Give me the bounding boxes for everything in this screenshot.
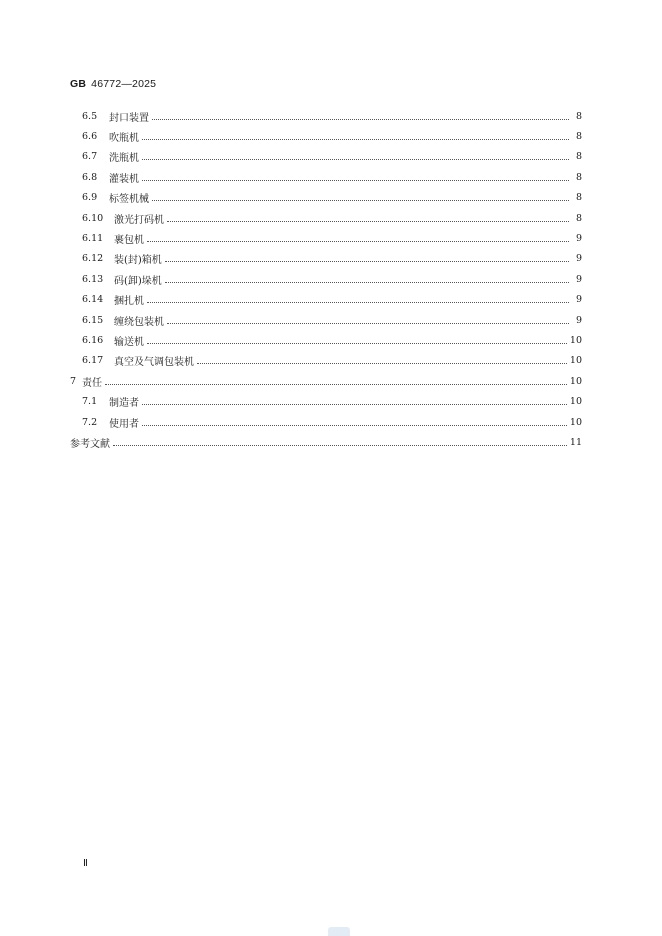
toc-leader-dots xyxy=(113,433,567,446)
toc-entry-title: 洗瓶机 xyxy=(109,153,139,165)
toc-entry-title: 真空及气调包装机 xyxy=(114,357,194,369)
toc-entry-page: 10 xyxy=(569,375,582,387)
toc-entry-page: 10 xyxy=(569,416,582,428)
toc-entry-title: 吹瓶机 xyxy=(109,132,139,144)
document-header xyxy=(70,78,156,90)
toc-entry-page: 9 xyxy=(575,314,582,326)
toc-entry[interactable] xyxy=(70,373,582,389)
toc-entry-title: 制造者 xyxy=(109,398,139,410)
toc-entry-title: 装(封)箱机 xyxy=(114,255,162,267)
toc-entry-page: 8 xyxy=(575,171,582,183)
toc-entry-page: 8 xyxy=(575,192,582,204)
toc-entry-title: 输送机 xyxy=(114,336,144,348)
toc-entry-page: 10 xyxy=(569,396,582,408)
toc-entry-number: 6.7 xyxy=(82,151,98,163)
toc-entry[interactable] xyxy=(82,108,582,124)
toc-entry-number: 6.11 xyxy=(82,232,104,244)
toc-leader-dots xyxy=(197,351,567,364)
toc-entry-number: 6.14 xyxy=(82,294,104,306)
toc-entry-title: 裹包机 xyxy=(114,234,144,246)
toc-entry-page: 9 xyxy=(575,294,582,306)
toc-leader-dots xyxy=(142,147,569,160)
toc-entry[interactable] xyxy=(82,149,582,165)
toc-entry[interactable] xyxy=(82,169,582,185)
toc-leader-dots xyxy=(165,270,569,283)
toc-entry[interactable] xyxy=(70,434,582,450)
toc-entry[interactable] xyxy=(82,332,582,348)
toc-entry-title: 捆扎机 xyxy=(114,296,144,308)
toc-entry-page: 10 xyxy=(569,355,582,367)
toc-entry-page: 9 xyxy=(575,253,582,265)
toc-entry[interactable] xyxy=(82,190,582,206)
toc-entry[interactable] xyxy=(82,312,582,328)
toc-entry-page: 8 xyxy=(575,212,582,224)
toc-entry-title: 使用者 xyxy=(109,418,139,430)
toc-entry-number: 7.2 xyxy=(82,416,98,428)
toc-entry-title: 缠绕包装机 xyxy=(114,316,164,328)
toc-entry-title: 激光打码机 xyxy=(114,214,164,226)
toc-leader-dots xyxy=(165,249,569,262)
toc-entry-title: 标签机械 xyxy=(109,194,149,206)
toc-entry-number: 6.15 xyxy=(82,314,104,326)
toc-entry-title: 灌装机 xyxy=(109,173,139,185)
toc-leader-dots xyxy=(167,311,569,324)
toc-leader-dots xyxy=(147,331,567,344)
toc-entry-number: 6.8 xyxy=(82,171,98,183)
toc-entry[interactable] xyxy=(82,230,582,246)
toc-entry-page: 8 xyxy=(575,151,582,163)
toc-entry-number: 6.16 xyxy=(82,334,104,346)
toc-entry-number: 7.1 xyxy=(82,396,98,408)
toc-entry-page: 10 xyxy=(569,334,582,346)
toc-leader-dots xyxy=(167,209,569,222)
toc-leader-dots xyxy=(105,372,567,385)
toc-entry[interactable] xyxy=(82,271,582,287)
toc-leader-dots xyxy=(142,392,567,405)
toc-entry[interactable] xyxy=(82,292,582,308)
toc-entry-title: 责任 xyxy=(82,377,102,389)
toc-entry-number: 6.13 xyxy=(82,273,104,285)
toc-leader-dots xyxy=(142,413,567,426)
toc-leader-dots xyxy=(152,107,569,120)
page-number: Ⅱ xyxy=(83,858,87,869)
toc-entry[interactable] xyxy=(82,394,582,410)
toc-entry-number: 6.17 xyxy=(82,355,104,367)
standard-code: GB xyxy=(70,78,87,90)
standard-number: 46772—2025 xyxy=(91,78,157,90)
toc-entry[interactable] xyxy=(82,353,582,369)
toc-leader-dots xyxy=(152,188,569,201)
toc-entry[interactable] xyxy=(82,210,582,226)
toc-entry-number: 6.5 xyxy=(82,110,98,122)
toc-entry[interactable] xyxy=(82,128,582,144)
toc-entry[interactable] xyxy=(82,414,582,430)
toc-entry-page: 9 xyxy=(575,273,582,285)
toc-entry-number: 6.10 xyxy=(82,212,104,224)
toc-leader-dots xyxy=(147,290,569,303)
watermark-logo xyxy=(328,927,350,936)
toc-entry-number: 6.9 xyxy=(82,192,98,204)
toc-entry-title: 码(卸)垛机 xyxy=(114,275,162,287)
toc-entry-number: 6.12 xyxy=(82,253,104,265)
toc-entry-number: 7 xyxy=(70,375,77,387)
toc-entry[interactable] xyxy=(82,251,582,267)
toc-entry-page: 8 xyxy=(575,110,582,122)
toc-entry-page: 9 xyxy=(575,232,582,244)
toc-leader-dots xyxy=(142,127,569,140)
toc-entry-page: 11 xyxy=(569,436,582,448)
toc-leader-dots xyxy=(142,168,569,181)
toc-leader-dots xyxy=(147,229,569,242)
toc-entry-number: 6.6 xyxy=(82,130,98,142)
toc-entry-title: 封口装置 xyxy=(109,112,149,124)
toc-entry-title: 参考文献 xyxy=(70,438,110,450)
toc-entry-page: 8 xyxy=(575,130,582,142)
